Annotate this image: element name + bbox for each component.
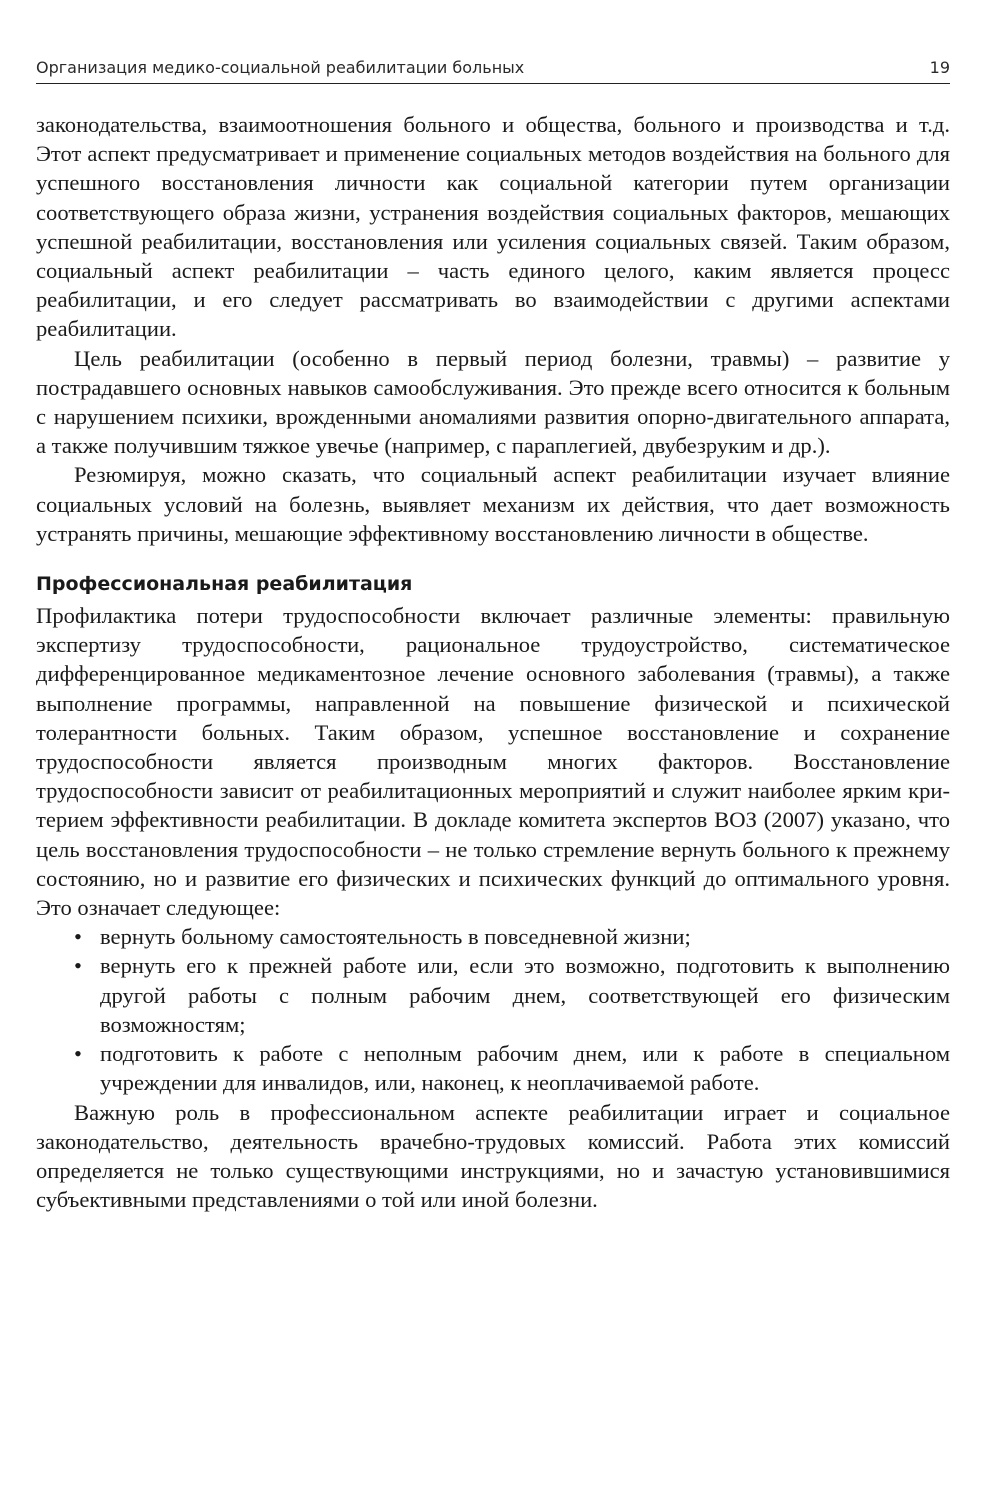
list-item xyxy=(74,1039,950,1097)
paragraph-summary: Резюмируя, можно сказать, что социальный аспект реабилитации изучает влияние социальных условий на болезнь, выявляет механизм их действия, что дает возможность устранять причины, мешающие эффективному восстановлению личности в обществе. xyxy=(36,462,950,546)
section-heading: Профессиональная реабилитация xyxy=(36,573,413,596)
bullet-list xyxy=(36,922,950,1097)
bullet-icon: • xyxy=(74,924,82,950)
list-item-text: вернуть больному самостоятельность в повседневной жизни; xyxy=(100,924,691,950)
list-item xyxy=(74,951,950,1039)
list-item-text: подготовить к работе с неполным рабочим днем, или к работе в специальном учреждении для инвалидов, или, наконец, к неоплачиваемой работе. xyxy=(100,1041,950,1096)
page-body xyxy=(36,110,950,1214)
paragraph-section-intro: Профилактика потери трудоспособности включает различные элементы: правильную экспертизу трудоспособности, рациональное трудоустройство, систематическое дифференцированное медикаментозное лечение основного заболевания (травмы), а также выполнение программы, направленной на повышение физической и психической толерантности больных. Таким образом, успешное восстановление и сохранение трудоспособности является производным многих факторов. Восстановление трудоспособности зависит от реабилитационных мероприятий и служит наиболее ярким критерием эффективности реабилитации. В докладе комитета экспертов ВОЗ (2007) указано, что цель восстановления трудоспособности – не только стремление вернуть больного к прежнему состоянию, но и развитие его физических и психических функций до оптимального уровня. Это означает следующее: xyxy=(36,603,950,921)
paragraph-closing: Важную роль в профессиональном аспекте реабилитации играет и социальное законодательство, деятельность врачебно-трудовых комиссий. Работа этих комиссий определяется не только существующими инструкциями, но и зачастую установившимися субъективными представлениями о той или иной болезни. xyxy=(36,1099,950,1213)
list-item xyxy=(74,922,950,951)
list-item-text: вернуть его к прежней работе или, если это возможно, подготовить к выполнению другой работы с полным рабочим днем, соответствующей его физическим возможностям; xyxy=(100,953,950,1037)
paragraph-continued: законодательства, взаимоотношения больного и общества, больного и производства и т.д. Этот аспект предусматривает и применение социальных методов воздействия на больного для успешного восстановления личности как социальной категории путем организации соответствующего образа жизни, устранения воздействия социальных факторов, мешающих успешной реабилитации, восстановления или усиления социальных связей. Таким образом, социальный аспект реабилитации – часть единого целого, каким является процесс реабилитации, и его следует рассматривать во взаимодействии с другими аспектами реабилитации. xyxy=(36,112,950,342)
book-page xyxy=(36,58,950,1214)
paragraph-rehab-goal: Цель реабилитации (особенно в первый период болезни, травмы) – развитие у пострадавшего основных навыков самообслуживания. Это прежде всего относится к больным с нарушением психики, врожденными аномалиями развития опорно-двигательного аппарата, а также получившим тяжкое увечье (например, с параплегией, двубезруким и др.). xyxy=(36,345,950,459)
bullet-icon: • xyxy=(74,1041,82,1067)
running-title: Организация медико-социальной реабилитации больных xyxy=(36,58,525,77)
bullet-icon: • xyxy=(74,953,82,979)
page-number: 19 xyxy=(929,58,950,77)
running-header xyxy=(36,58,950,84)
